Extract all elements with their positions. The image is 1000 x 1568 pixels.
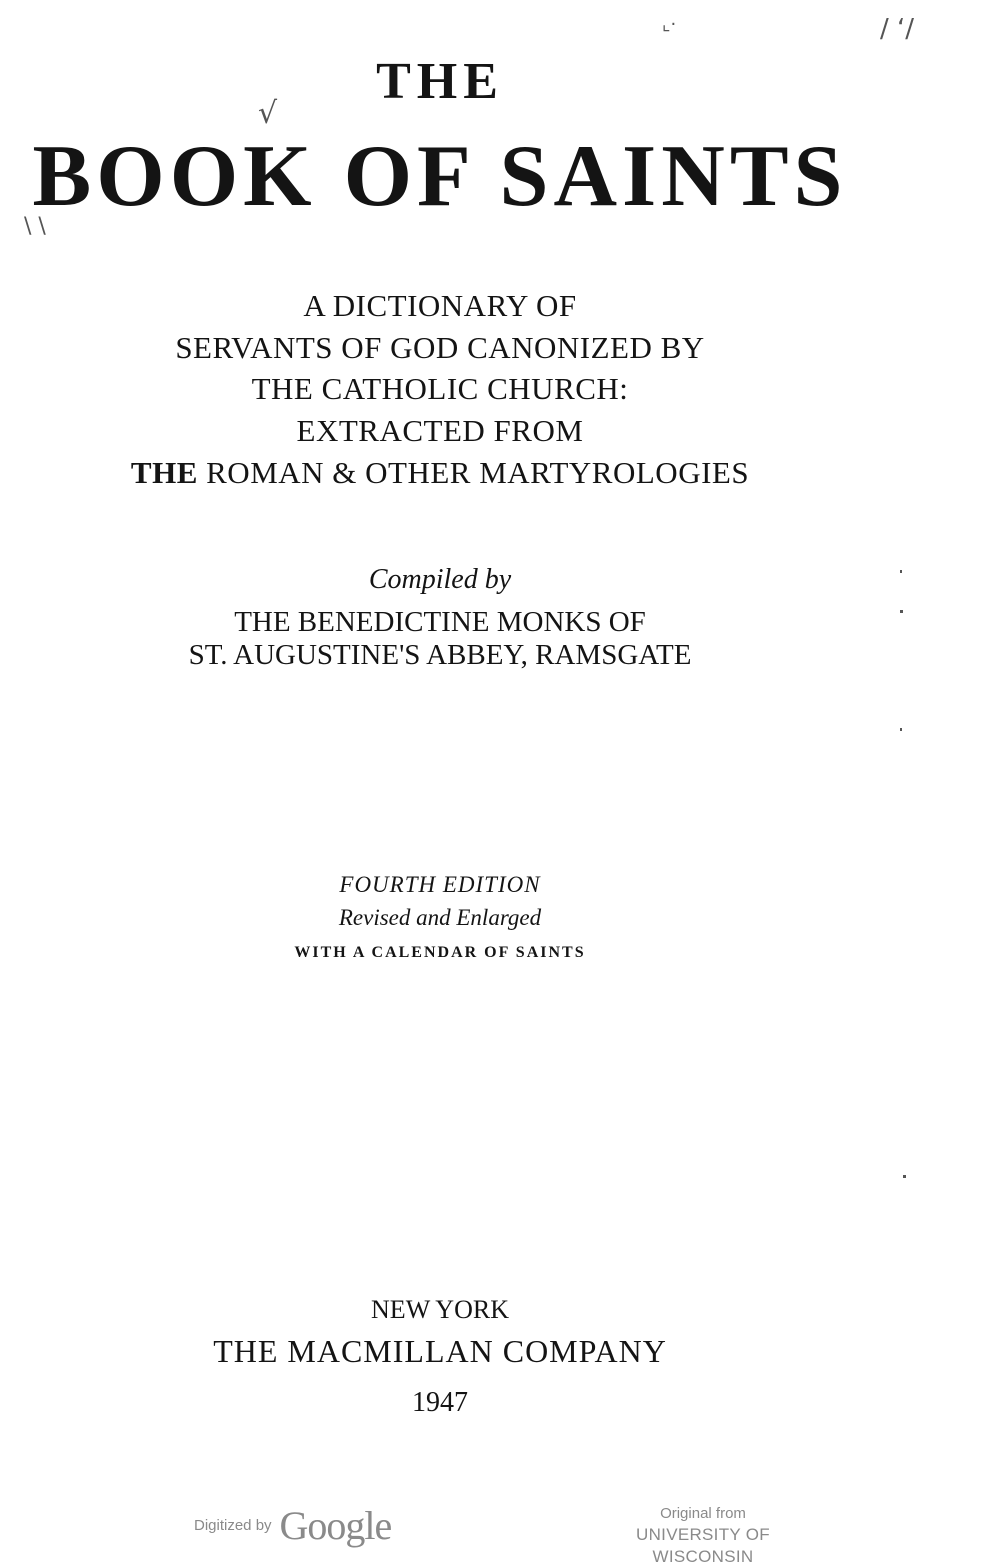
subtitle-line-1: A DICTIONARY OF (303, 288, 577, 323)
pencil-check-mark: √ (258, 96, 278, 131)
digitized-by-label: Digitized by (194, 1516, 272, 1534)
edition-note: Revised and Enlarged (338, 905, 542, 930)
subtitle-line-2: SERVANTS OF GOD CANONIZED BY (175, 330, 705, 365)
margin-dot (900, 610, 903, 613)
pencil-mark-top: ⌞· (662, 14, 677, 35)
margin-dot (900, 728, 902, 731)
margin-dot (900, 570, 902, 573)
imprint-year: 1947 (412, 1387, 468, 1418)
original-source-name: UNIVERSITY OF WISCONSIN (636, 1525, 770, 1566)
compiled-by-label: Compiled by (368, 564, 512, 595)
pencil-mark-top-right: / ‘/ (880, 14, 915, 44)
page-title: BOOK OF SAINTS (32, 128, 848, 225)
imprint-publisher: THE MACMILLAN COMPANY (213, 1333, 667, 1369)
subtitle-line-5 (0, 455, 880, 491)
subtitle-line-3: THE CATHOLIC CHURCH: (251, 371, 629, 406)
digitized-by-watermark (194, 1502, 391, 1548)
subtitle-line-5-rest: ROMAN & OTHER MARTYROLOGIES (206, 455, 750, 490)
compiler-line-1: THE BENEDICTINE MONKS OF (234, 606, 646, 638)
edition-title: FOURTH EDITION (339, 872, 541, 897)
title-the: THE (376, 53, 504, 110)
margin-dot (903, 1175, 906, 1178)
pencil-mark-left: \ \ (24, 214, 46, 239)
compiler-line-2: ST. AUGUSTINE'S ABBEY, RAMSGATE (188, 639, 692, 671)
edition-extra: WITH A CALENDAR OF SAINTS (294, 944, 586, 961)
original-source-watermark (590, 1504, 816, 1568)
original-from-label: Original from (660, 1505, 746, 1522)
subtitle-line-5-the: THE (130, 455, 198, 490)
imprint-city: NEW YORK (371, 1295, 509, 1324)
google-logo: Google (279, 1502, 392, 1548)
subtitle-line-4: EXTRACTED FROM (296, 413, 584, 448)
